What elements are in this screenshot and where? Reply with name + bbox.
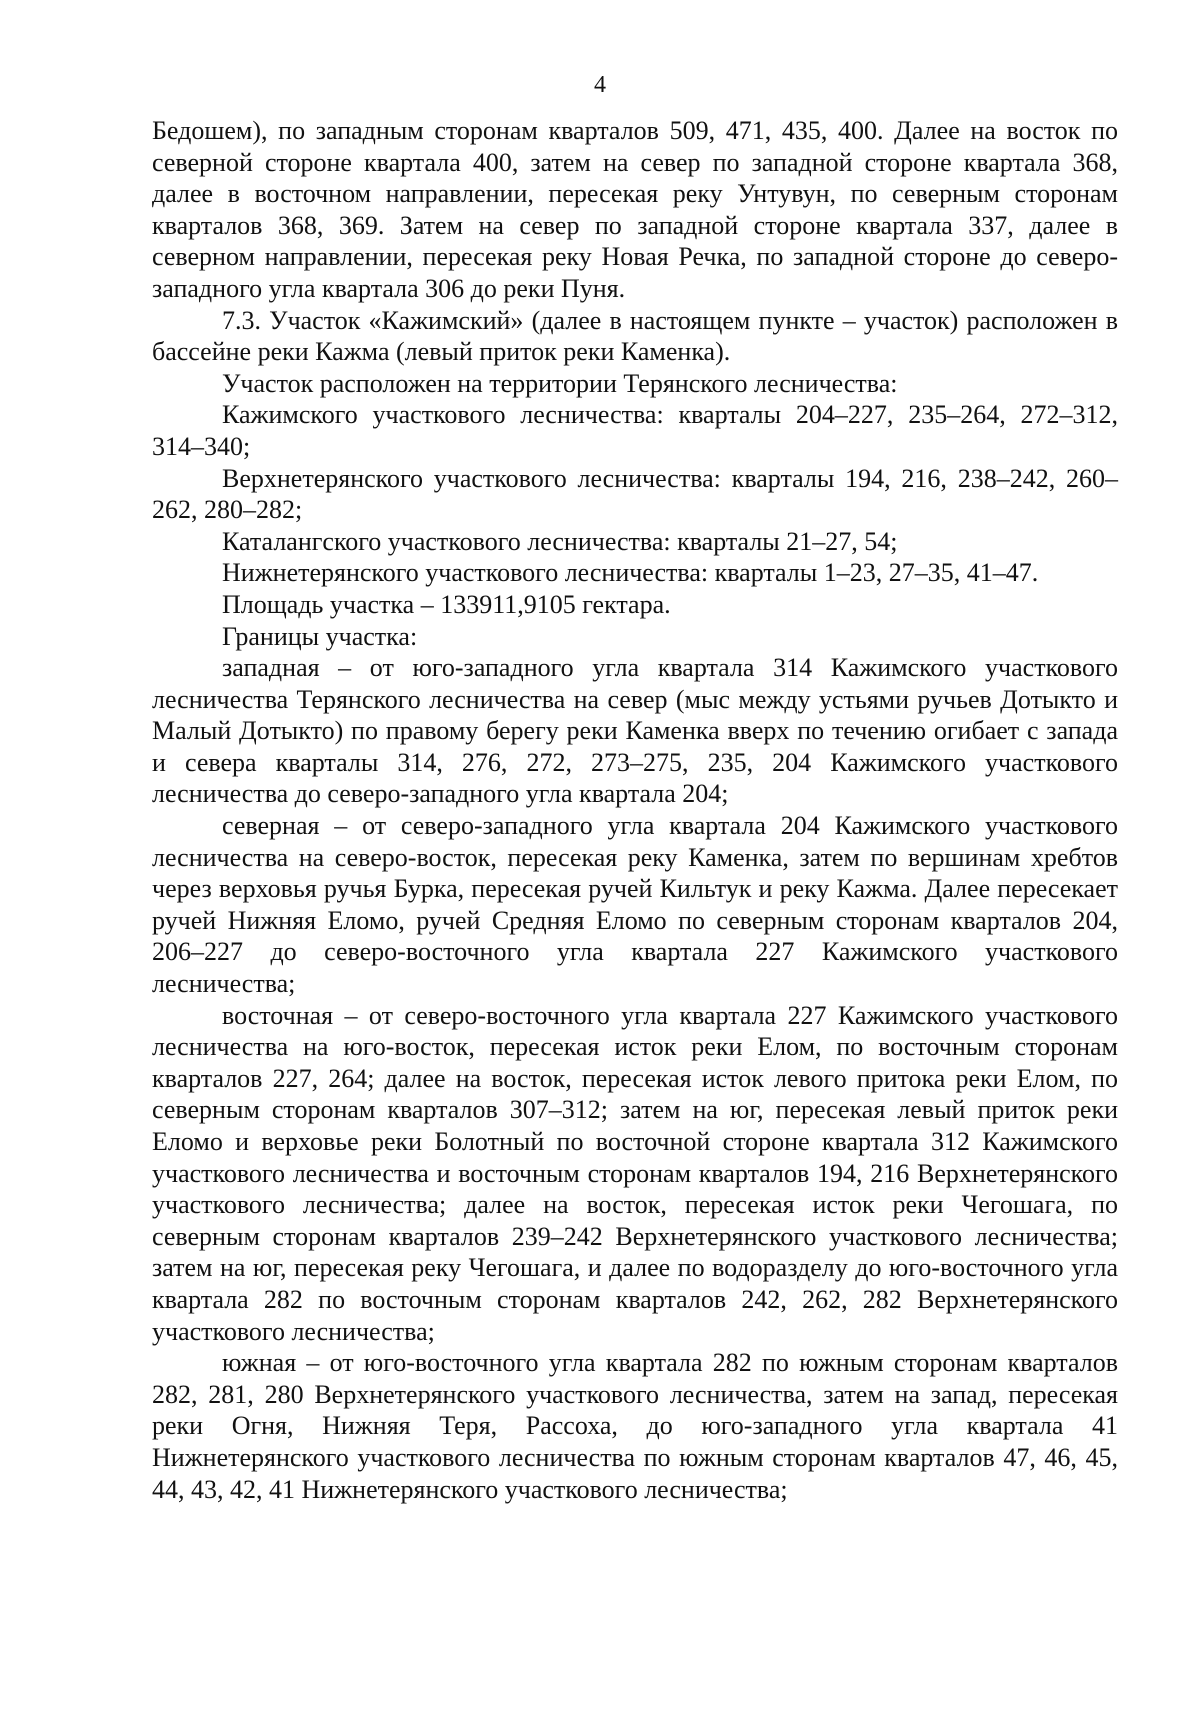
paragraph-boundary-north: северная – от северо-западного угла квартала 204 Кажимского участкового лесничества на северо-восток, пересекая реку Каменка, затем по вершинам хребтов через верховья ручья Бурка, пересекая ручей Кильтук и реку Кажма. Далее пересекает ручей Нижняя Еломо, ручей Средняя Еломо по северным сторонам кварталов 204, 206–227 до северо-восточного угла квартала 227 Кажимского участкового лесничества; — [152, 811, 1118, 999]
paragraph-katalangskoe: Каталангского участкового лесничества: кварталы 21–27, 54; — [222, 526, 898, 556]
paragraph-section-7-3: 7.3. Участок «Кажимский» (далее в настоящем пункте – участок) расположен в бассейне реки Кажма (левый приток реки Каменка). — [152, 305, 1118, 367]
paragraph-kazhimskoe: Кажимского участкового лесничества: кварталы 204–227, 235–264, 272–312, 314–340; — [152, 400, 1118, 461]
page-number: 4 — [594, 72, 606, 98]
paragraph-boundary-west: западная – от юго-западного угла квартала 314 Кажимского участкового лесничества Терянского лесничества на север (мыс между устьями ручьев Дотыкто и Малый Дотыкто) по правому берегу реки Каменка вверх по течению огибает с запада и севера кварталы 314, 276, 272, 273–275, 235, 204 Кажимского участкового лесничества до северо-западного угла квартала 204; — [152, 653, 1118, 809]
paragraph-territory: Участок расположен на территории Терянского лесничества: — [222, 368, 898, 398]
paragraph-area: Площадь участка – 133911,9105 гектара. — [222, 589, 671, 619]
paragraph-nizhneteryanskoe: Нижнетерянского участкового лесничества: кварталы 1–23, 27–35, 41–47. — [222, 558, 1039, 588]
paragraph-boundary-east: восточная – от северо-восточного угла квартала 227 Кажимского участкового лесничества на юго-восток, пересекая исток реки Елом, по восточным сторонам кварталов 227, 264; далее на восток, пересекая исток левого притока реки Елом, по северным сторонам кварталов 307–312; затем на юг, пересекая левый приток реки Еломо и верховье реки Болотный по восточной стороне квартала 312 Кажимского участкового лесничества и восточным сторонам кварталов 194, 216 Верхнетерянского участкового лесничества; далее на восток, пересекая исток реки Чегошага, по северным сторонам кварталов 239–242 Верхнетерянского участкового лесничества; затем на юг, пересекая реку Чегошага, и далее по водоразделу до юго-восточного угла квартала 282 по восточным сторонам кварталов 242, 262, 282 Верхнетерянского участкового лесничества; — [152, 1000, 1118, 1346]
paragraph-verkhneteryanskoe: Верхнетерянского участкового лесничества: кварталы 194, 216, 238–242, 260–262, 280–282; — [152, 463, 1118, 525]
document-body — [152, 115, 1118, 1505]
paragraph-continuation: Бедошем), по западным сторонам кварталов 509, 471, 435, 400. Далее на восток по северной стороне квартала 400, затем на север по западной стороне квартала 368, далее в восточном направлении, пересекая реку Унтувун, по северным сторонам кварталов 368, 369. Затем на север по западной стороне квартала 337, далее в северном направлении, пересекая реку Новая Речка, по западной стороне до северо-западного угла квартала 306 до реки Пуня. — [152, 116, 1118, 303]
paragraph-boundaries-heading: Границы участка: — [222, 621, 418, 651]
paragraph-boundary-south: южная – от юго-восточного угла квартала 282 по южным сторонам кварталов 282, 281, 280 Верхнетерянского участкового лесничества, затем на запад, пересекая реки Огня, Нижняя Теря, Рассоха, до юго-западного угла квартала 41 Нижнетерянского участкового лесничества по южным сторонам кварталов 47, 46, 45, 44, 43, 42, 41 Нижнетерянского участкового лесничества; — [152, 1348, 1118, 1504]
